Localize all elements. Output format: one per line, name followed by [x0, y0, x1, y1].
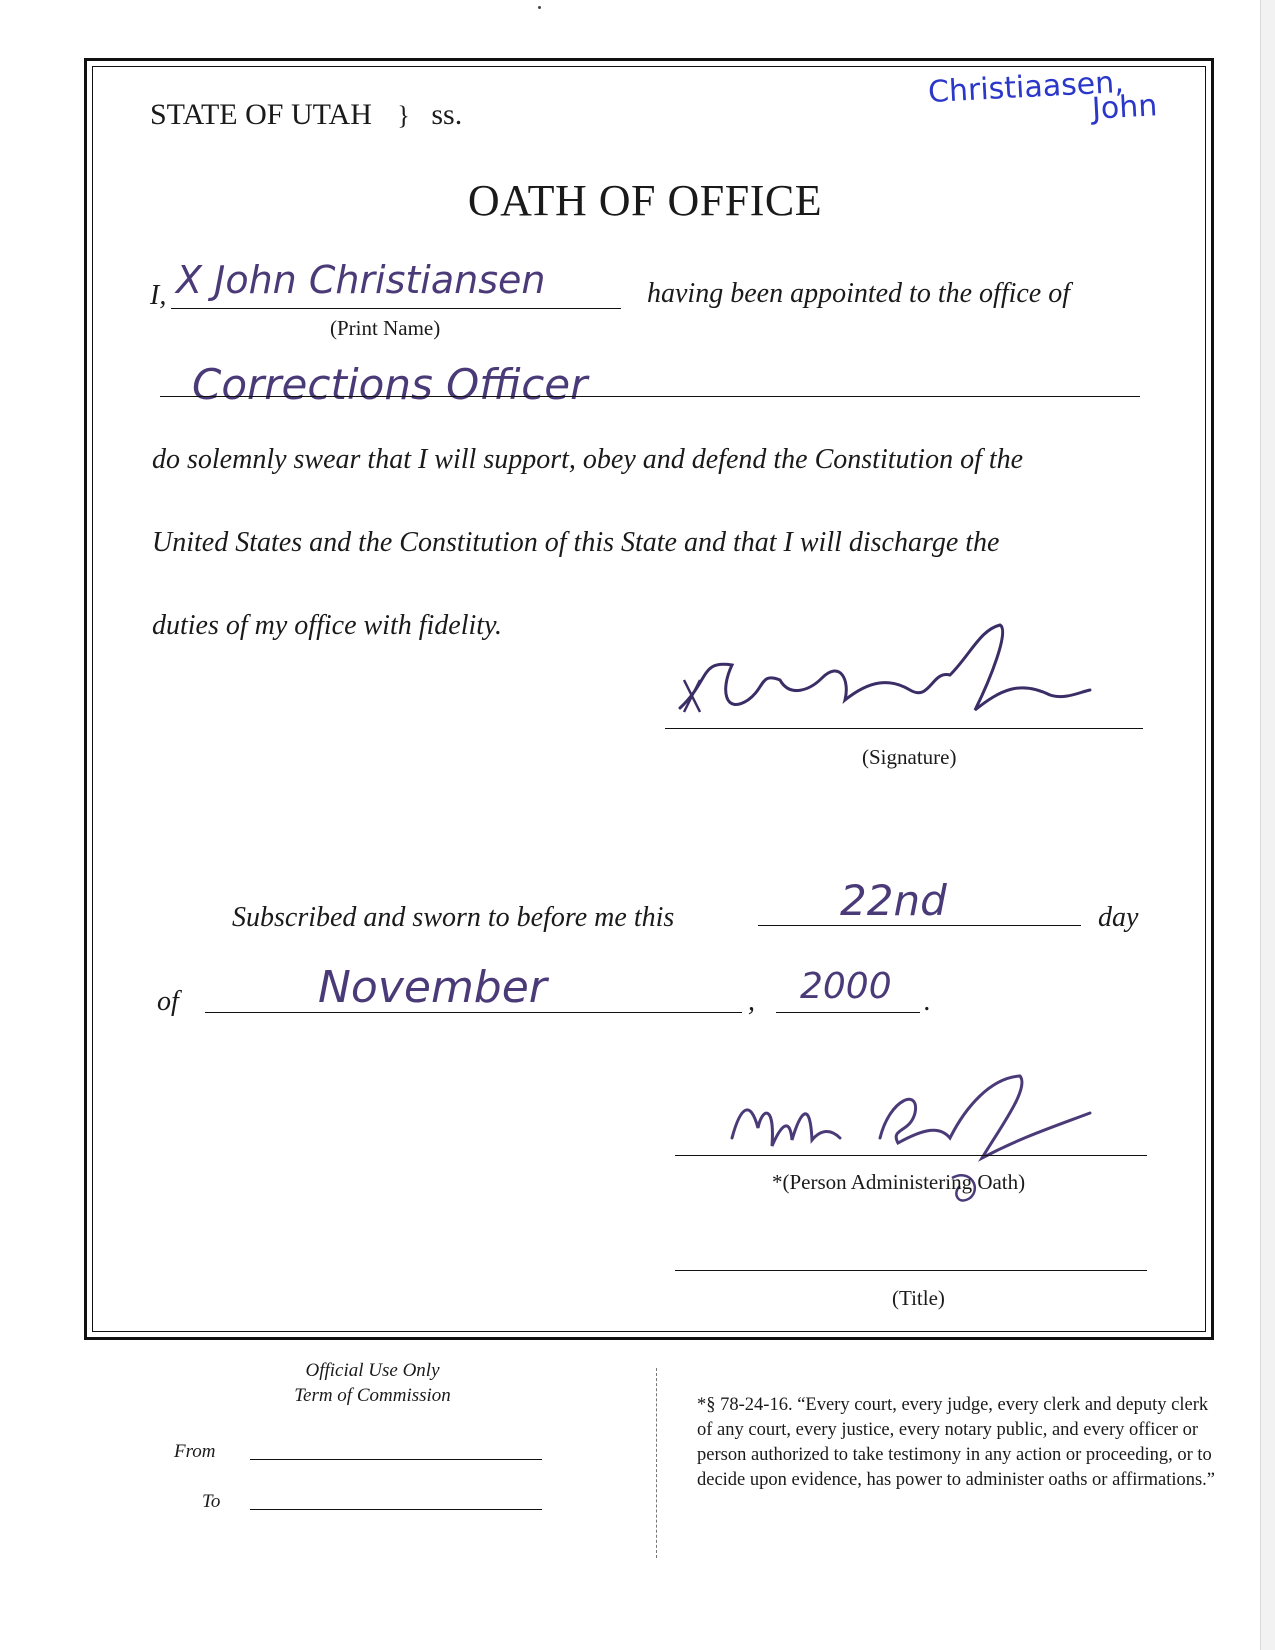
- oath-taker-signature: [670, 620, 1100, 740]
- statute-footnote: *§ 78-24-16. “Every court, every judge, every clerk and deputy clerk of any court, every justice, every notary public, and every officer or person authorized to take testimony in any action or proceeding, or to decide upon evidence, has power to administer oaths or affirmations.”: [697, 1395, 1216, 1490]
- print-name-line: [171, 308, 621, 309]
- administering-caption: *(Person Administering Oath): [772, 1170, 1026, 1194]
- form-title: OATH OF OFFICE: [467, 176, 823, 225]
- term-of-commission-heading: Term of Commission: [294, 1385, 451, 1406]
- of-text: of: [157, 986, 179, 1017]
- year-value: 2000: [800, 966, 892, 1007]
- ss-label: ss.: [431, 98, 463, 131]
- print-name-caption: (Print Name): [330, 316, 441, 340]
- day-value: 22nd: [840, 876, 947, 925]
- to-line: [250, 1509, 542, 1510]
- oath-text-line-1: do solemnly swear that I will support, obey and defend the Constitution of the: [152, 444, 1024, 475]
- state-heading: [150, 98, 462, 132]
- signature-caption: (Signature): [862, 745, 957, 769]
- page-edge: [1260, 0, 1275, 1650]
- year-line: [776, 1012, 920, 1013]
- oath-text-line-3: duties of my office with fidelity.: [152, 610, 502, 641]
- to-label: To: [202, 1491, 221, 1512]
- office-value: Corrections Officer: [192, 360, 588, 409]
- oath-text-line-2: United States and the Constitution of this State and that I will discharge the: [152, 527, 1000, 558]
- signature-line: [665, 728, 1143, 729]
- scan-speck: [538, 6, 541, 9]
- period: .: [924, 986, 931, 1017]
- day-line: [758, 925, 1081, 926]
- official-use-heading: Official Use Only: [305, 1360, 440, 1381]
- i-prefix: I,: [150, 280, 167, 311]
- corner-annotation-surname: Christiaasen,: [927, 64, 1125, 111]
- footer-divider: [656, 1368, 657, 1558]
- corner-annotation-given-name: John: [1091, 88, 1159, 127]
- title-line: [675, 1270, 1147, 1271]
- subscribed-text: Subscribed and sworn to before me this: [232, 902, 675, 933]
- from-label: From: [174, 1441, 216, 1462]
- month-line: [205, 1012, 742, 1013]
- from-line: [250, 1459, 542, 1460]
- venue-brace: }: [397, 101, 410, 130]
- office-line: [160, 396, 1140, 397]
- day-text: day: [1098, 902, 1139, 933]
- appointed-text: having been appointed to the office of: [647, 278, 1071, 309]
- month-value: November: [318, 962, 547, 1013]
- administering-line: [675, 1155, 1147, 1156]
- title-caption: (Title): [892, 1286, 945, 1310]
- printed-name-value: X John Christiansen: [176, 258, 546, 302]
- state-name: STATE OF UTAH: [150, 98, 372, 131]
- comma: ,: [748, 986, 755, 1017]
